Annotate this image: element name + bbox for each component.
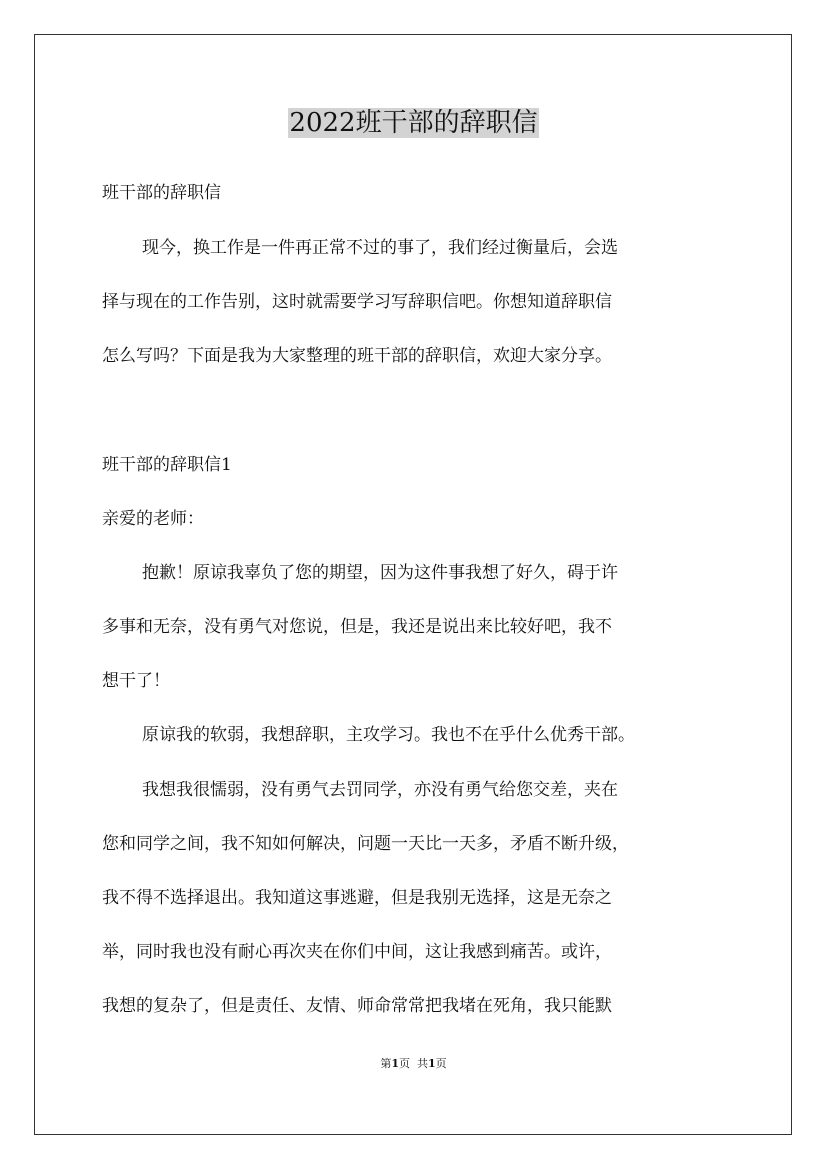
footer-total-suffix: 页 <box>435 1057 447 1070</box>
footer-page-prefix: 第 <box>380 1057 392 1070</box>
salutation: 亲爱的老师： <box>102 509 204 529</box>
footer-page-suffix: 页 <box>399 1057 410 1070</box>
paragraph2-line-1: 原谅我的软弱，我想辞职，主攻学习。我也不在乎什么优秀干部。 <box>142 725 635 745</box>
page-footer <box>0 1056 827 1072</box>
paragraph3-line-2: 您和同学之间，我不知如何解决，问题一天比一天多，矛盾不断升级， <box>102 834 629 854</box>
paragraph3-line-1: 我想我很懦弱，没有勇气去罚同学，亦没有勇气给您交差，夹在 <box>142 780 618 800</box>
paragraph1-line-3: 想干了！ <box>102 671 170 691</box>
footer-page-number: 1 <box>391 1057 399 1070</box>
section-heading: 班干部的辞职信1 <box>102 455 232 475</box>
footer-total-prefix: 共 <box>417 1057 428 1070</box>
document-title-text: 2022班干部的辞职信 <box>289 108 538 138</box>
intro-line-2: 择与现在的工作告别，这时就需要学习写辞职信吧。你想知道辞职信 <box>102 292 612 312</box>
paragraph3-line-5: 我想的复杂了，但是责任、友情、师命常常把我堵在死角，我只能默 <box>102 996 612 1016</box>
document-title <box>0 104 827 142</box>
intro-line-1: 现今，换工作是一件再正常不过的事了，我们经过衡量后，会选 <box>142 238 618 258</box>
document-subtitle: 班干部的辞职信 <box>102 183 221 203</box>
intro-line-3: 怎么写吗？下面是我为大家整理的班干部的辞职信，欢迎大家分享。 <box>102 346 612 366</box>
paragraph1-line-1: 抱歉！原谅我辜负了您的期望，因为这件事我想了好久，碍于许 <box>142 563 618 583</box>
paragraph3-line-4: 举，同时我也没有耐心再次夹在你们中间，这让我感到痛苦。或许， <box>102 942 612 962</box>
paragraph1-line-2: 多事和无奈，没有勇气对您说，但是，我还是说出来比较好吧，我不 <box>102 617 612 637</box>
paragraph3-line-3: 我不得不选择退出。我知道这事逃避，但是我别无选择，这是无奈之 <box>102 888 612 908</box>
footer-total-pages: 1 <box>428 1057 436 1070</box>
